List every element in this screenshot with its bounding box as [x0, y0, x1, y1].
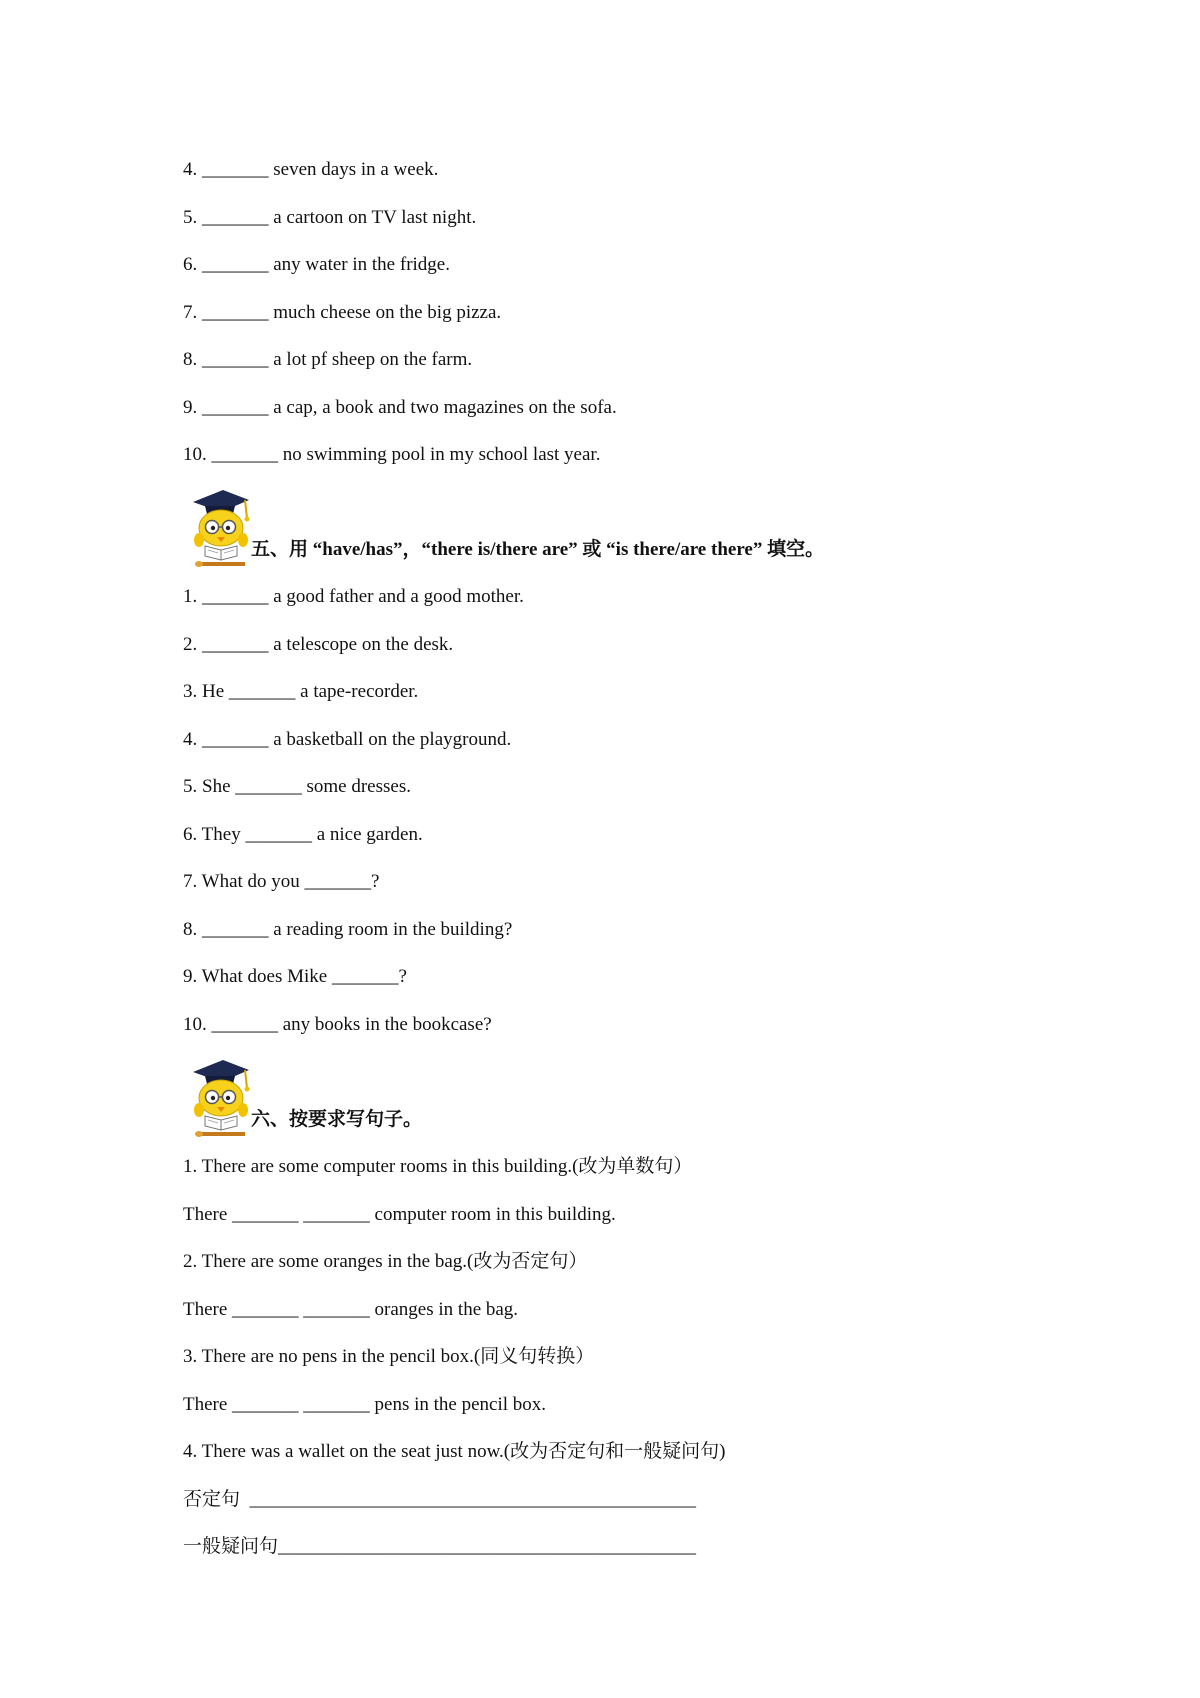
exercise-4-item-9: 9. _______ a cap, a book and two magazines on the sofa.: [183, 397, 617, 418]
exercise-4-item-8: 8. _______ a lot pf sheep on the farm.: [183, 349, 473, 370]
exercise-6-item-2-answer: There _______ _______ oranges in the bag.: [183, 1299, 519, 1320]
exercise-4-item-6: 6. _______ any water in the fridge.: [183, 254, 450, 275]
section-5-heading: [183, 488, 1083, 568]
exercise-6-item-2-prompt: 2. There are some oranges in the bag.(改为否定句）: [183, 1251, 588, 1272]
exercise-6-item-1-answer: There _______ _______ computer room in this building.: [183, 1204, 616, 1225]
exercise-5-item-3: 3. He _______ a tape-recorder.: [183, 681, 419, 702]
exercise-4-item-10: 10. _______ no swimming pool in my school last year.: [183, 444, 601, 465]
exercise-5-item-9: 9. What does Mike _______?: [183, 966, 407, 987]
exercise-5-item-4: 4. _______ a basketball on the playground.: [183, 729, 512, 750]
exercise-5-item-8: 8. _______ a reading room in the building?: [183, 919, 513, 940]
exercise-4-item-7: 7. _______ much cheese on the big pizza.: [183, 302, 502, 323]
exercise-6-item-3-answer: There _______ _______ pens in the pencil box.: [183, 1394, 547, 1415]
exercise-6-item-3-prompt: 3. There are no pens in the pencil box.(同义句转换）: [183, 1346, 595, 1367]
exercise-5-item-10: 10. _______ any books in the bookcase?: [183, 1014, 492, 1035]
exercise-6-item-4-prompt: 4. There was a wallet on the seat just now.(改为否定句和一般疑问句): [183, 1441, 726, 1462]
section-6-title: 六、按要求写句子。: [251, 1109, 423, 1130]
scholar-mascot-icon: [183, 488, 253, 568]
exercise-5-item-7: 7. What do you _______?: [183, 871, 380, 892]
exercise-6-item-4-negative-answer: 否定句 _______________________________________________: [183, 1489, 697, 1510]
exercise-5-item-5: 5. She _______ some dresses.: [183, 776, 411, 797]
scholar-mascot-icon: [183, 1058, 253, 1138]
exercise-6-item-1-prompt: 1. There are some computer rooms in this building.(改为单数句）: [183, 1156, 693, 1177]
exercise-5-item-2: 2. _______ a telescope on the desk.: [183, 634, 454, 655]
exercise-5-item-1: 1. _______ a good father and a good mother.: [183, 586, 524, 607]
section-5-title: 五、用 “have/has”，“there is/there are” 或 “is there/are there” 填空。: [251, 539, 825, 560]
exercise-4-item-4: 4. _______ seven days in a week.: [183, 159, 439, 180]
exercise-4-item-5: 5. _______ a cartoon on TV last night.: [183, 207, 477, 228]
exercise-5-item-6: 6. They _______ a nice garden.: [183, 824, 423, 845]
section-6-heading: [183, 1058, 1083, 1138]
exercise-6-item-4-question-answer: 一般疑问句____________________________________________: [183, 1536, 697, 1557]
